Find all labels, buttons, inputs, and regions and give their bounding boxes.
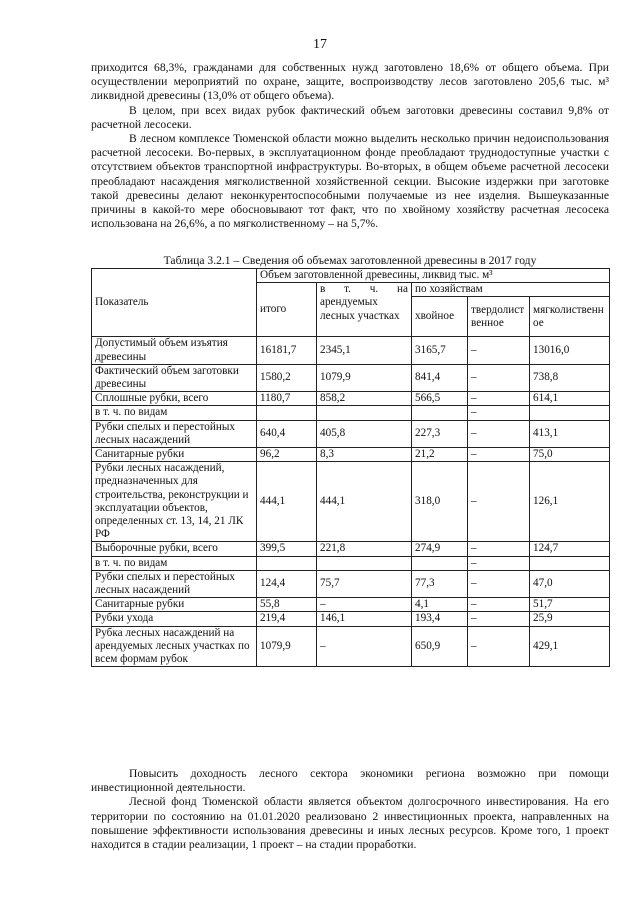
- cell-softwood: 126,1: [530, 462, 610, 542]
- header-softwood: мягколиственное: [530, 297, 610, 337]
- cell-total: 444,1: [257, 462, 317, 542]
- table-row: [92, 337, 610, 364]
- cell-leased: 146,1: [317, 612, 412, 626]
- row-label: Рубка лесных насаждений на арендуемых лесных участках по всем формам рубок: [92, 626, 257, 667]
- cell-total: [257, 556, 317, 570]
- cell-softwood: 124,7: [530, 542, 610, 556]
- cell-total: 124,4: [257, 570, 317, 597]
- page-number: 17: [313, 37, 327, 52]
- cell-coniferous: 650,9: [412, 626, 468, 667]
- row-label: Допустимый объем изъятия древесины: [92, 337, 257, 364]
- cell-coniferous: 4,1: [412, 598, 468, 612]
- table-row: [92, 406, 610, 420]
- cell-hardwood: –: [468, 364, 530, 391]
- cell-total: 1079,9: [257, 626, 317, 667]
- cell-leased: 1079,9: [317, 364, 412, 391]
- cell-hardwood: –: [468, 556, 530, 570]
- paragraph: приходится 68,3%, гражданами для собственных нужд заготовлено 18,6% от общего объема. При осуществлении мероприятий по охране, защите, воспроизводству лесов заготовлено 205,6 тыс. м³ ликвидной древесины (13,0% от общего объема).: [91, 61, 609, 103]
- cell-softwood: 413,1: [530, 420, 610, 447]
- cell-softwood: [530, 556, 610, 570]
- header-by-farm: по хозяйствам: [412, 283, 610, 297]
- paragraph: В целом, при всех видах рубок фактический объем заготовки древесины составил 9,8% от расчетной лесосеки.: [91, 103, 609, 131]
- cell-hardwood: –: [468, 626, 530, 667]
- table-row: [92, 420, 610, 447]
- cell-softwood: 25,9: [530, 612, 610, 626]
- cell-total: 399,5: [257, 542, 317, 556]
- cell-coniferous: 77,3: [412, 570, 468, 597]
- cell-coniferous: [412, 406, 468, 420]
- cell-hardwood: –: [468, 612, 530, 626]
- table-row: [92, 570, 610, 597]
- table-row: [92, 612, 610, 626]
- row-label: Рубки ухода: [92, 612, 257, 626]
- row-label: в т. ч. по видам: [92, 406, 257, 420]
- paragraph: Повысить доходность лесного сектора экономики региона возможно при помощи инвестиционной деятельности.: [91, 767, 609, 795]
- cell-coniferous: 21,2: [412, 448, 468, 462]
- header-total: итого: [257, 283, 317, 337]
- table-row: [92, 598, 610, 612]
- cell-softwood: 738,8: [530, 364, 610, 391]
- header-volume-group: Объем заготовленной древесины, ликвид тыс. м³: [257, 269, 610, 283]
- header-coniferous: хвойное: [412, 297, 468, 337]
- cell-leased: [317, 406, 412, 420]
- row-label: Рубки спелых и перестойных лесных насаждений: [92, 420, 257, 447]
- cell-total: 1180,7: [257, 392, 317, 406]
- cell-coniferous: 274,9: [412, 542, 468, 556]
- paragraph: Лесной фонд Тюменской области является объектом долгосрочного инвестирования. На его территории по состоянию на 01.01.2020 реализовано 2 инвестиционных проекта, направленных на повышение эффективности использования древесины и иных лесных ресурсов. Кроме того, 1 проект находится в стадии реализации, 1 проект – на стадии проработки.: [91, 795, 609, 852]
- cell-total: 1580,2: [257, 364, 317, 391]
- row-label: Рубки лесных насаждений, предназначенных для строительства, реконструкции и эксплуатации объектов, определенных ст. 13, 14, 21 ЛК РФ: [92, 462, 257, 542]
- cell-total: [257, 406, 317, 420]
- cell-leased: 221,8: [317, 542, 412, 556]
- cell-leased: 405,8: [317, 420, 412, 447]
- table-row: [92, 448, 610, 462]
- cell-total: 16181,7: [257, 337, 317, 364]
- header-hardwood: твердолиственное: [468, 297, 530, 337]
- cell-total: 219,4: [257, 612, 317, 626]
- row-label: Фактический объем заготовки древесины: [92, 364, 257, 391]
- row-label: Рубки спелых и перестойных лесных насаждений: [92, 570, 257, 597]
- cell-coniferous: 3165,7: [412, 337, 468, 364]
- cell-hardwood: –: [468, 337, 530, 364]
- table-body: [92, 337, 610, 667]
- cell-leased: [317, 556, 412, 570]
- cell-leased: 858,2: [317, 392, 412, 406]
- cell-hardwood: –: [468, 542, 530, 556]
- row-label: в т. ч. по видам: [92, 556, 257, 570]
- cell-total: 640,4: [257, 420, 317, 447]
- cell-coniferous: 841,4: [412, 364, 468, 391]
- row-label: Санитарные рубки: [92, 448, 257, 462]
- row-label: Сплошные рубки, всего: [92, 392, 257, 406]
- cell-total: 55,8: [257, 598, 317, 612]
- cell-hardwood: –: [468, 392, 530, 406]
- table-caption: Таблица 3.2.1 – Сведения об объемах заготовленной древесины в 2017 году: [163, 254, 537, 267]
- cell-softwood: 47,0: [530, 570, 610, 597]
- cell-softwood: 13016,0: [530, 337, 610, 364]
- row-label: Выборочные рубки, всего: [92, 542, 257, 556]
- cell-softwood: 51,7: [530, 598, 610, 612]
- harvest-volume-table: [91, 268, 610, 667]
- cell-leased: –: [317, 598, 412, 612]
- cell-hardwood: –: [468, 598, 530, 612]
- body-text-top: [91, 61, 609, 231]
- cell-coniferous: [412, 556, 468, 570]
- cell-coniferous: 227,3: [412, 420, 468, 447]
- cell-coniferous: 193,4: [412, 612, 468, 626]
- cell-coniferous: 318,0: [412, 462, 468, 542]
- cell-softwood: 75,0: [530, 448, 610, 462]
- cell-softwood: 429,1: [530, 626, 610, 667]
- cell-hardwood: –: [468, 448, 530, 462]
- header-indicator: Показатель: [92, 269, 257, 337]
- row-label: Санитарные рубки: [92, 598, 257, 612]
- cell-leased: 75,7: [317, 570, 412, 597]
- cell-leased: 2345,1: [317, 337, 412, 364]
- cell-hardwood: –: [468, 462, 530, 542]
- header-leased: в т. ч. на арендуемых лесных участках: [317, 283, 412, 337]
- cell-leased: –: [317, 626, 412, 667]
- paragraph: В лесном комплексе Тюменской области можно выделить несколько причин недоиспользования расчетной лесосеки. Во-первых, в эксплуатационном фонде преобладают труднодоступные участки с отсутствием объектов транспортной инфраструктуры. Во-вторых, в общем объеме расчетной лесосеки преобладают насаждения мягколиственной хозяйственной секции. Высокие издержки при заготовке такой древесины делают неконкурентоспособными получаемые из нее изделия. Вышеуказанные причины в какой-то мере обосновывают тот факт, что по хвойному хозяйству расчетная лесосека использована на 26,6%, а по мягколиственному – на 5,7%.: [91, 132, 609, 231]
- cell-softwood: 614,1: [530, 392, 610, 406]
- table-row: [92, 364, 610, 391]
- table-row: [92, 392, 610, 406]
- cell-leased: 444,1: [317, 462, 412, 542]
- cell-coniferous: 566,5: [412, 392, 468, 406]
- cell-softwood: [530, 406, 610, 420]
- table-row: [92, 542, 610, 556]
- cell-total: 96,2: [257, 448, 317, 462]
- table-row: [92, 462, 610, 542]
- cell-leased: 8,3: [317, 448, 412, 462]
- table-row: [92, 556, 610, 570]
- body-text-bottom: [91, 767, 609, 852]
- cell-hardwood: –: [468, 406, 530, 420]
- cell-hardwood: –: [468, 420, 530, 447]
- cell-hardwood: –: [468, 570, 530, 597]
- table-row: [92, 626, 610, 667]
